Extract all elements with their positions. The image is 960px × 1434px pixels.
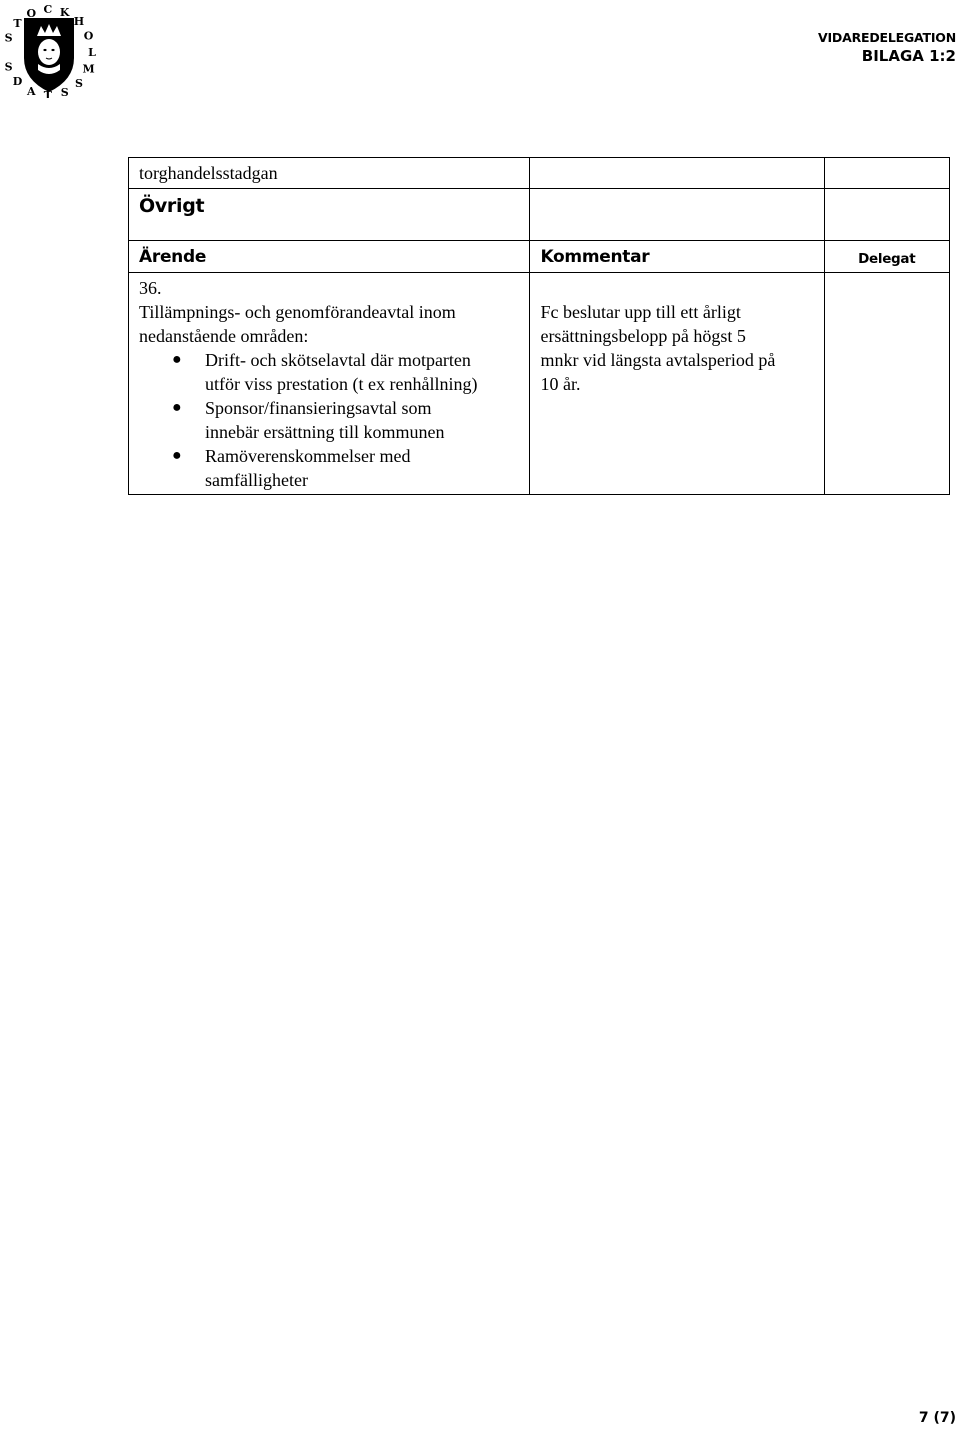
bullet-icon: ● (172, 351, 182, 368)
table-cell (530, 158, 824, 189)
bullet-list (129, 348, 529, 494)
logo-letter: M (82, 62, 95, 76)
stockholms-stad-logo (0, 0, 98, 98)
logo-letter: S (4, 60, 13, 74)
table-row (129, 273, 950, 495)
list-item: ● Sponsor/finansieringsavtal som innebär ersättning till kommunen (172, 398, 445, 442)
table-cell (530, 189, 824, 241)
section-title: Övrigt (139, 195, 205, 217)
logo-letter: K (59, 6, 70, 19)
column-header-delegat: Delegat (824, 241, 949, 273)
intro-line: Tillämpnings- och genomförandeavtal inom (139, 302, 456, 322)
logo-letter: C (43, 3, 53, 16)
item-intro (129, 300, 529, 348)
table-row (129, 158, 950, 189)
table-cell (824, 158, 949, 189)
table-cell (129, 189, 530, 241)
delegat-cell (824, 273, 949, 495)
intro-line: nedanstående områden: (139, 326, 309, 346)
arende-cell (129, 273, 530, 495)
logo-letter: S (60, 86, 69, 98)
table-cell (824, 189, 949, 241)
list-item: ● Drift- och skötselavtal där motparten utför viss prestation (t ex renhållning) (172, 350, 478, 394)
table-row (129, 189, 950, 241)
page-number: 7 (7) (918, 1410, 956, 1426)
logo-letter: L (88, 46, 96, 59)
bullet-icon: ● (172, 399, 182, 416)
logo-letter: T (43, 89, 52, 98)
kommentar-cell (530, 273, 824, 495)
column-header-kommentar: Kommentar (530, 241, 824, 273)
logo-letter: O (83, 29, 94, 43)
header-subtitle: BILAGA 1:2 (861, 47, 956, 65)
logo-letter: T (13, 16, 22, 30)
delegation-table (128, 157, 950, 495)
table-cell (129, 158, 530, 189)
logo-letter: S (4, 31, 13, 45)
comment-text: Fc beslutar upp till ett årligt ersättningsbelopp på högst 5 mnkr vid längsta avtalsperiod på 10 år. (540, 302, 776, 394)
list-item: ● Ramöverenskommelser med samfälligheter (172, 446, 411, 490)
logo-letter: S (75, 76, 83, 90)
bullet-icon: ● (172, 447, 182, 464)
logo-letter: O (26, 6, 37, 20)
document-header (818, 30, 956, 66)
column-header-row (129, 241, 950, 273)
item-number: 36. (139, 278, 162, 298)
logo-letter: H (73, 15, 85, 29)
header-title: VIDAREDELEGATION (818, 30, 956, 45)
logo-letter: D (12, 75, 23, 89)
logo-letter: A (27, 85, 36, 98)
top-row-text: torghandelsstadgan (139, 163, 278, 183)
column-header-arende: Ärende (129, 241, 530, 273)
